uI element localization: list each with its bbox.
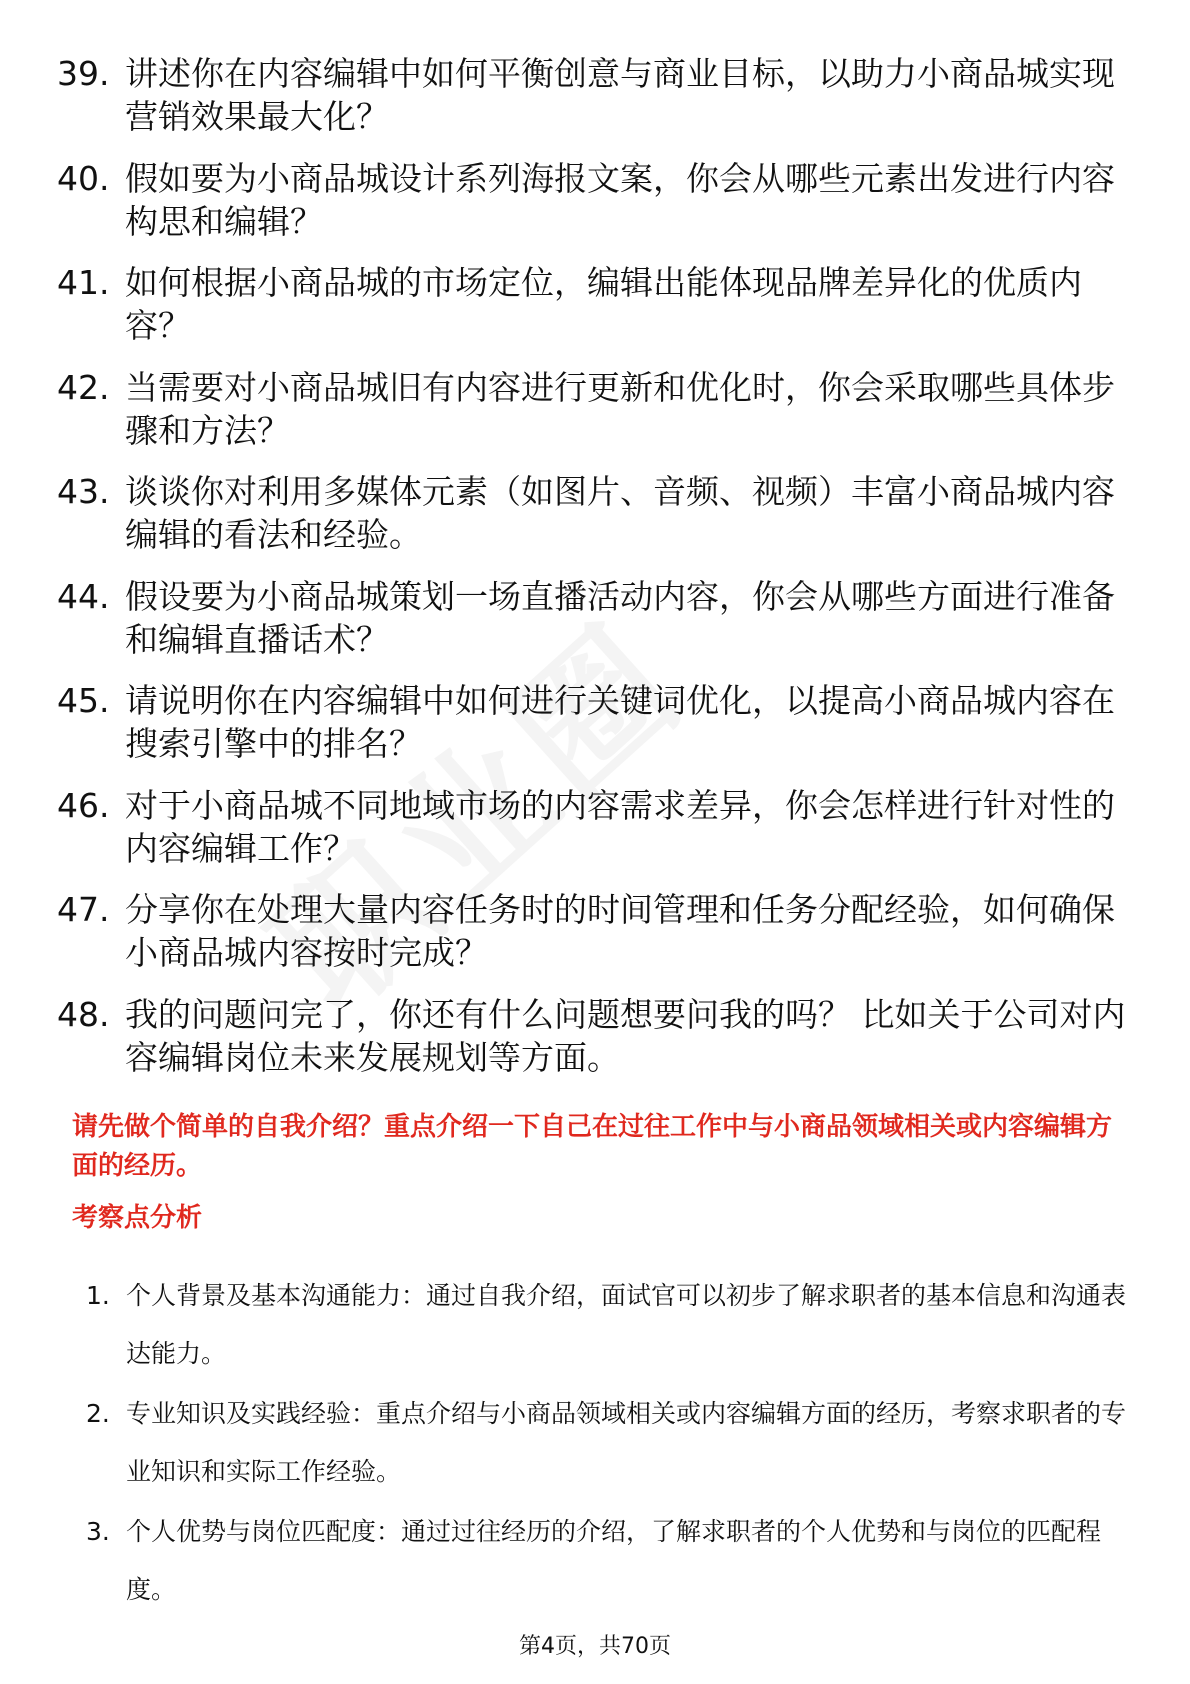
page-footer: 第4页，共70页 <box>519 1634 671 1659</box>
question-text: 请说明你在内容编辑中如何进行关键词优化，以提高小商品城内容在搜索引擎中的排名？ <box>125 681 1115 763</box>
point-text: 个人优势与岗位匹配度：通过过往经历的介绍，了解求职者的个人优势和与岗位的匹配程度。 <box>126 1517 1102 1604</box>
question-number: 44. <box>57 576 110 616</box>
question-text: 当需要对小商品城旧有内容进行更新和优化时，你会采取哪些具体步骤和方法？ <box>125 367 1115 450</box>
list-item <box>57 366 1137 452</box>
question-text: 对于小商品城不同地域市场的内容需求差异，你会怎样进行针对性的内容编辑工作？ <box>125 785 1115 868</box>
analysis-title: 考察点分析 <box>72 1203 203 1233</box>
list-item <box>86 1385 1136 1501</box>
point-text: 专业知识及实践经验：重点介绍与小商品领域相关或内容编辑方面的经历，考察求职者的专业知识和实际工作经验。 <box>126 1399 1127 1486</box>
question-number: 41. <box>57 263 110 302</box>
list-item <box>57 575 1137 661</box>
question-text: 讲述你在内容编辑中如何平衡创意与商业目标，以助力小商品城实现营销效果最大化？ <box>125 54 1115 136</box>
question-number: 43. <box>57 472 110 511</box>
question-text: 假设要为小商品城策划一场直播活动内容，你会从哪些方面进行准备和编辑直播话术？ <box>125 576 1115 659</box>
list-item <box>57 993 1137 1079</box>
list-item <box>57 679 1137 765</box>
list-item <box>57 52 1137 138</box>
question-number: 48. <box>57 994 110 1034</box>
question-text: 分享你在处理大量内容任务时的时间管理和任务分配经验，如何确保小商品城内容按时完成？ <box>125 890 1115 972</box>
question-text: 假如要为小商品城设计系列海报文案，你会从哪些元素出发进行内容构思和编辑？ <box>125 158 1115 241</box>
list-item <box>86 1267 1136 1383</box>
list-item <box>57 470 1137 556</box>
question-number: 42. <box>57 367 110 407</box>
list-item <box>57 784 1137 870</box>
question-number: 46. <box>57 785 110 825</box>
question-number: 39. <box>57 54 110 93</box>
highlight-question: 请先做个简单的自我介绍？重点介绍一下自己在过往工作中与小商品领域相关或内容编辑方面的经历。 <box>72 1112 1113 1181</box>
question-text: 如何根据小商品城的市场定位，编辑出能体现品牌差异化的优质内容？ <box>125 263 1082 345</box>
question-number: 45. <box>57 681 110 720</box>
list-item <box>86 1503 1136 1619</box>
point-number: 3. <box>86 1517 110 1546</box>
question-text: 我的问题问完了，你还有什么问题想要问我的吗？ 比如关于公司对内容编辑岗位未来发展规划等方面。 <box>125 994 1126 1077</box>
point-number: 2. <box>86 1399 110 1428</box>
list-item <box>57 888 1137 974</box>
point-text: 个人背景及基本沟通能力：通过自我介绍，面试官可以初步了解求职者的基本信息和沟通表达能力。 <box>126 1281 1127 1368</box>
question-text: 谈谈你对利用多媒体元素（如图片、音频、视频）丰富小商品城内容编辑的看法和经验。 <box>125 472 1115 554</box>
question-number: 40. <box>57 158 110 198</box>
list-item <box>57 261 1137 347</box>
list-item <box>57 157 1137 243</box>
analysis-list <box>86 1267 1136 1621</box>
question-number: 47. <box>57 890 110 929</box>
point-number: 1. <box>86 1281 110 1310</box>
question-list <box>57 52 1137 1097</box>
